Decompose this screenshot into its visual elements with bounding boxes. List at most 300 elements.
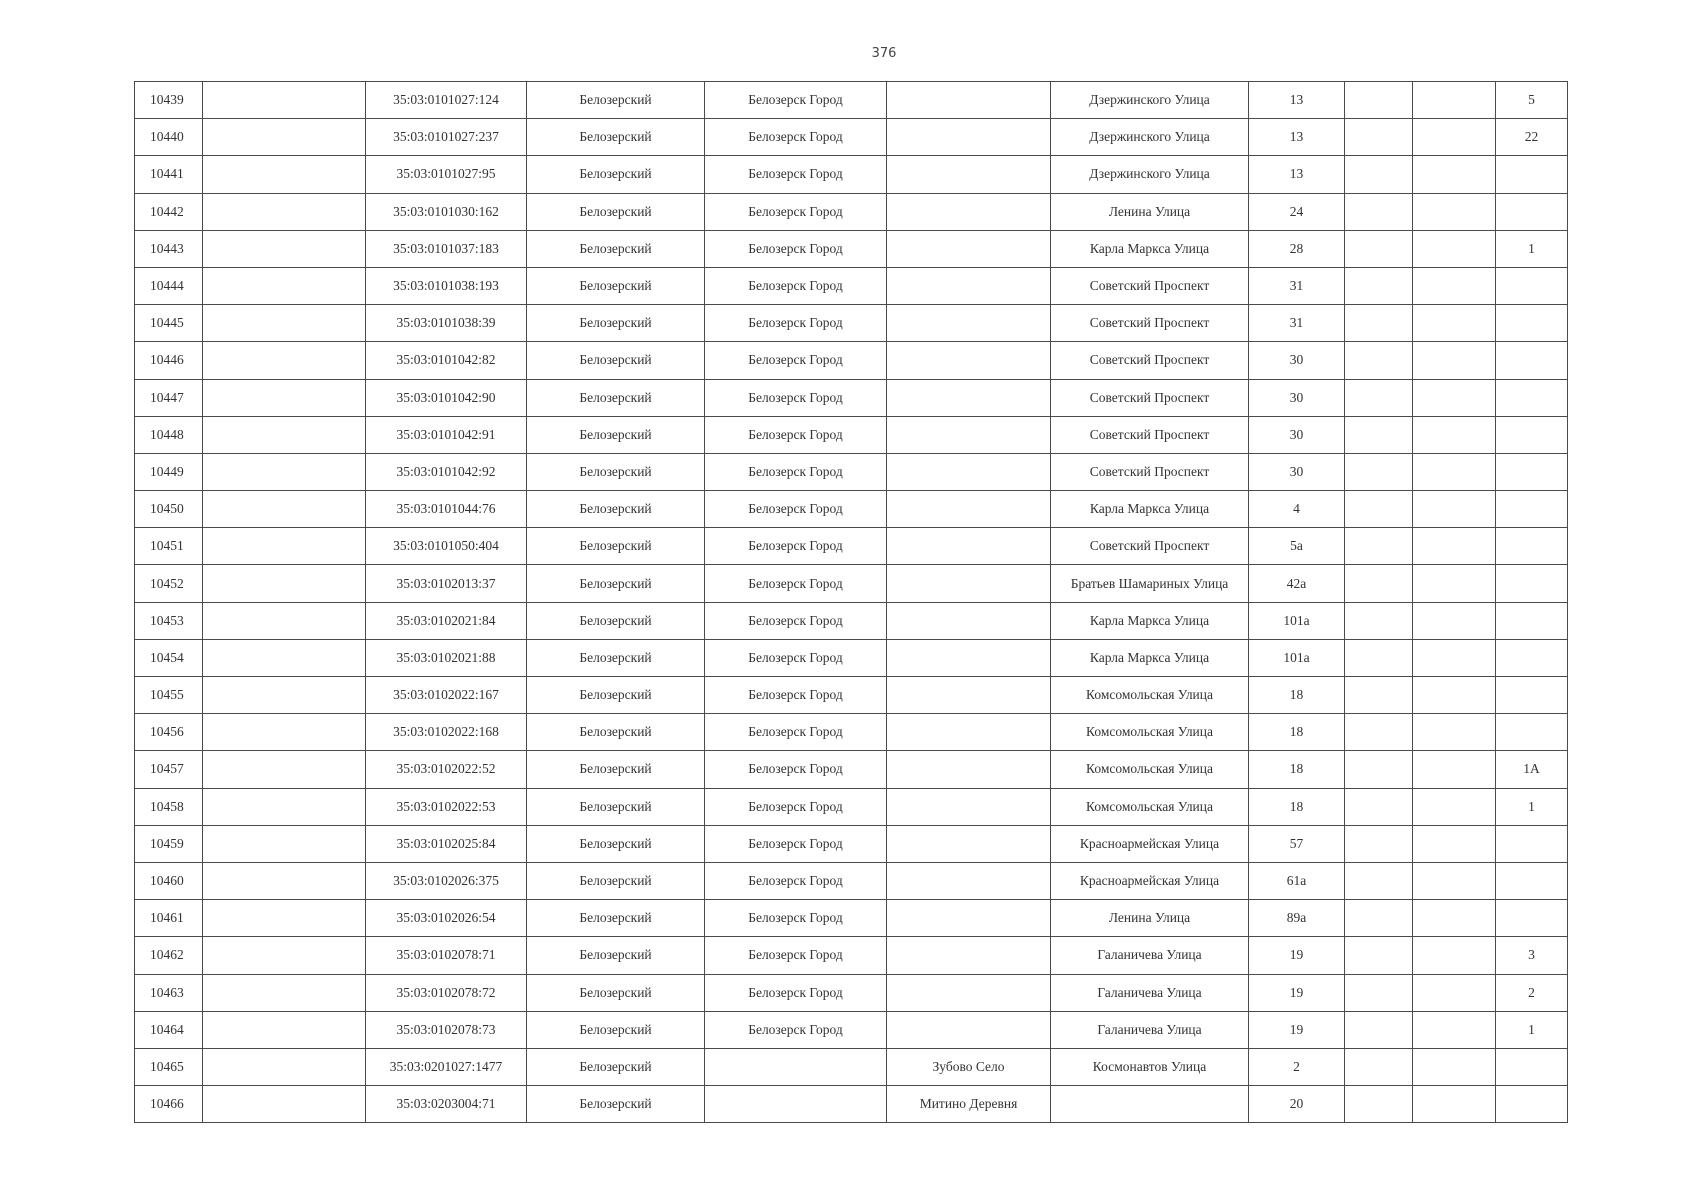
- table-row: [135, 267, 1568, 304]
- blank-cell: [1413, 565, 1496, 602]
- street-cell: Галаничева Улица: [1051, 937, 1249, 974]
- district-cell: Белозерский: [527, 1011, 705, 1048]
- row-number-cell: 10451: [135, 528, 203, 565]
- row-number-cell: 10452: [135, 565, 203, 602]
- blank-cell: [1413, 900, 1496, 937]
- street-cell: Советский Проспект: [1051, 305, 1249, 342]
- apartment-number-cell: [1496, 602, 1568, 639]
- settlement-cell: [887, 230, 1051, 267]
- district-cell: Белозерский: [527, 342, 705, 379]
- street-cell: Карла Маркса Улица: [1051, 491, 1249, 528]
- district-cell: Белозерский: [527, 416, 705, 453]
- street-cell: Советский Проспект: [1051, 342, 1249, 379]
- house-number-cell: 20: [1249, 1086, 1345, 1123]
- page-number: 376: [871, 46, 897, 61]
- settlement-cell: Митино Деревня: [887, 1086, 1051, 1123]
- blank-cell: [1413, 974, 1496, 1011]
- cadastral-number-cell: 35:03:0102026:54: [366, 900, 527, 937]
- house-number-cell: 30: [1249, 379, 1345, 416]
- district-cell: Белозерский: [527, 714, 705, 751]
- apartment-number-cell: 22: [1496, 119, 1568, 156]
- district-cell: Белозерский: [527, 862, 705, 899]
- apartment-number-cell: [1496, 900, 1568, 937]
- district-cell: Белозерский: [527, 1086, 705, 1123]
- row-number-cell: 10462: [135, 937, 203, 974]
- table-row: [135, 639, 1568, 676]
- row-number-cell: 10456: [135, 714, 203, 751]
- settlement-cell: [887, 305, 1051, 342]
- row-number-cell: 10450: [135, 491, 203, 528]
- blank-cell: [1345, 714, 1413, 751]
- blank-cell: [203, 602, 366, 639]
- blank-cell: [1413, 82, 1496, 119]
- house-number-cell: 30: [1249, 416, 1345, 453]
- blank-cell: [1345, 974, 1413, 1011]
- settlement-cell: [887, 937, 1051, 974]
- street-cell: Красноармейская Улица: [1051, 862, 1249, 899]
- settlement-cell: [887, 602, 1051, 639]
- row-number-cell: 10463: [135, 974, 203, 1011]
- cadastral-number-cell: 35:03:0102022:167: [366, 677, 527, 714]
- street-cell: Советский Проспект: [1051, 267, 1249, 304]
- table-row: [135, 825, 1568, 862]
- row-number-cell: 10439: [135, 82, 203, 119]
- city-cell: Белозерск Город: [705, 714, 887, 751]
- row-number-cell: 10444: [135, 267, 203, 304]
- blank-cell: [203, 1011, 366, 1048]
- blank-cell: [1345, 156, 1413, 193]
- apartment-number-cell: 1: [1496, 230, 1568, 267]
- city-cell: Белозерск Город: [705, 193, 887, 230]
- table-row: [135, 305, 1568, 342]
- apartment-number-cell: 2: [1496, 974, 1568, 1011]
- settlement-cell: [887, 267, 1051, 304]
- apartment-number-cell: [1496, 825, 1568, 862]
- settlement-cell: [887, 342, 1051, 379]
- table-row: [135, 788, 1568, 825]
- blank-cell: [203, 416, 366, 453]
- street-cell: Советский Проспект: [1051, 416, 1249, 453]
- street-cell: [1051, 1086, 1249, 1123]
- city-cell: Белозерск Город: [705, 528, 887, 565]
- settlement-cell: [887, 379, 1051, 416]
- blank-cell: [203, 453, 366, 490]
- cadastral-number-cell: 35:03:0101044:76: [366, 491, 527, 528]
- settlement-cell: [887, 714, 1051, 751]
- cadastral-number-cell: 35:03:0102025:84: [366, 825, 527, 862]
- blank-cell: [203, 267, 366, 304]
- blank-cell: [203, 379, 366, 416]
- blank-cell: [1413, 677, 1496, 714]
- blank-cell: [203, 677, 366, 714]
- blank-cell: [1413, 1011, 1496, 1048]
- cadastral-number-cell: 35:03:0102021:84: [366, 602, 527, 639]
- apartment-number-cell: [1496, 1086, 1568, 1123]
- district-cell: Белозерский: [527, 900, 705, 937]
- city-cell: Белозерск Город: [705, 230, 887, 267]
- blank-cell: [1413, 788, 1496, 825]
- cadastral-number-cell: 35:03:0102022:52: [366, 751, 527, 788]
- cadastral-number-cell: 35:03:0102078:73: [366, 1011, 527, 1048]
- blank-cell: [1345, 305, 1413, 342]
- blank-cell: [1345, 1011, 1413, 1048]
- cadastral-number-cell: 35:03:0102013:37: [366, 565, 527, 602]
- house-number-cell: 30: [1249, 342, 1345, 379]
- table-row: [135, 714, 1568, 751]
- district-cell: Белозерский: [527, 788, 705, 825]
- street-cell: Ленина Улица: [1051, 900, 1249, 937]
- district-cell: Белозерский: [527, 602, 705, 639]
- house-number-cell: 19: [1249, 937, 1345, 974]
- row-number-cell: 10454: [135, 639, 203, 676]
- house-number-cell: 13: [1249, 82, 1345, 119]
- cadastral-number-cell: 35:03:0101042:90: [366, 379, 527, 416]
- street-cell: Карла Маркса Улица: [1051, 602, 1249, 639]
- city-cell: Белозерск Город: [705, 156, 887, 193]
- house-number-cell: 101а: [1249, 639, 1345, 676]
- district-cell: Белозерский: [527, 974, 705, 1011]
- cadastral-number-cell: 35:03:0101030:162: [366, 193, 527, 230]
- house-number-cell: 30: [1249, 453, 1345, 490]
- street-cell: Карла Маркса Улица: [1051, 230, 1249, 267]
- blank-cell: [203, 714, 366, 751]
- apartment-number-cell: [1496, 267, 1568, 304]
- district-cell: Белозерский: [527, 305, 705, 342]
- street-cell: Советский Проспект: [1051, 453, 1249, 490]
- cadastral-number-cell: 35:03:0101027:95: [366, 156, 527, 193]
- blank-cell: [1345, 416, 1413, 453]
- table-row: [135, 416, 1568, 453]
- row-number-cell: 10464: [135, 1011, 203, 1048]
- blank-cell: [1345, 82, 1413, 119]
- house-number-cell: 19: [1249, 1011, 1345, 1048]
- district-cell: Белозерский: [527, 491, 705, 528]
- blank-cell: [203, 193, 366, 230]
- settlement-cell: [887, 193, 1051, 230]
- house-number-cell: 42а: [1249, 565, 1345, 602]
- city-cell: Белозерск Город: [705, 974, 887, 1011]
- table-body: [135, 82, 1568, 1123]
- table-row: [135, 82, 1568, 119]
- apartment-number-cell: 3: [1496, 937, 1568, 974]
- blank-cell: [203, 639, 366, 676]
- blank-cell: [1345, 788, 1413, 825]
- row-number-cell: 10457: [135, 751, 203, 788]
- apartment-number-cell: 5: [1496, 82, 1568, 119]
- city-cell: Белозерск Город: [705, 937, 887, 974]
- settlement-cell: [887, 900, 1051, 937]
- city-cell: Белозерск Город: [705, 305, 887, 342]
- apartment-number-cell: [1496, 453, 1568, 490]
- city-cell: Белозерск Город: [705, 565, 887, 602]
- blank-cell: [1345, 677, 1413, 714]
- settlement-cell: [887, 751, 1051, 788]
- street-cell: Ленина Улица: [1051, 193, 1249, 230]
- blank-cell: [1413, 602, 1496, 639]
- district-cell: Белозерский: [527, 1048, 705, 1085]
- blank-cell: [1345, 379, 1413, 416]
- district-cell: Белозерский: [527, 825, 705, 862]
- city-cell: Белозерск Город: [705, 416, 887, 453]
- city-cell: Белозерск Город: [705, 602, 887, 639]
- settlement-cell: [887, 862, 1051, 899]
- settlement-cell: [887, 491, 1051, 528]
- district-cell: Белозерский: [527, 565, 705, 602]
- blank-cell: [203, 1086, 366, 1123]
- cadastral-number-cell: 35:03:0101027:124: [366, 82, 527, 119]
- blank-cell: [203, 974, 366, 1011]
- street-cell: Советский Проспект: [1051, 379, 1249, 416]
- row-number-cell: 10465: [135, 1048, 203, 1085]
- blank-cell: [1413, 714, 1496, 751]
- blank-cell: [1413, 639, 1496, 676]
- table-row: [135, 974, 1568, 1011]
- table-row: [135, 528, 1568, 565]
- blank-cell: [203, 900, 366, 937]
- blank-cell: [1413, 751, 1496, 788]
- blank-cell: [1345, 528, 1413, 565]
- blank-cell: [1413, 416, 1496, 453]
- city-cell: Белозерск Город: [705, 900, 887, 937]
- city-cell: Белозерск Город: [705, 379, 887, 416]
- blank-cell: [1345, 453, 1413, 490]
- street-cell: Галаничева Улица: [1051, 974, 1249, 1011]
- table-row: [135, 119, 1568, 156]
- city-cell: Белозерск Город: [705, 862, 887, 899]
- apartment-number-cell: [1496, 528, 1568, 565]
- street-cell: Красноармейская Улица: [1051, 825, 1249, 862]
- house-number-cell: 28: [1249, 230, 1345, 267]
- blank-cell: [203, 82, 366, 119]
- cadastral-number-cell: 35:03:0102021:88: [366, 639, 527, 676]
- district-cell: Белозерский: [527, 193, 705, 230]
- district-cell: Белозерский: [527, 528, 705, 565]
- table-row: [135, 677, 1568, 714]
- house-number-cell: 18: [1249, 751, 1345, 788]
- city-cell: Белозерск Город: [705, 1011, 887, 1048]
- settlement-cell: [887, 453, 1051, 490]
- house-number-cell: 18: [1249, 788, 1345, 825]
- row-number-cell: 10458: [135, 788, 203, 825]
- row-number-cell: 10441: [135, 156, 203, 193]
- apartment-number-cell: [1496, 714, 1568, 751]
- blank-cell: [203, 342, 366, 379]
- table-row: [135, 862, 1568, 899]
- house-number-cell: 57: [1249, 825, 1345, 862]
- city-cell: Белозерск Город: [705, 639, 887, 676]
- row-number-cell: 10455: [135, 677, 203, 714]
- blank-cell: [1413, 453, 1496, 490]
- apartment-number-cell: [1496, 379, 1568, 416]
- registry-table: [134, 81, 1568, 1123]
- table-row: [135, 491, 1568, 528]
- settlement-cell: [887, 825, 1051, 862]
- house-number-cell: 5а: [1249, 528, 1345, 565]
- cadastral-number-cell: 35:03:0101038:39: [366, 305, 527, 342]
- cadastral-number-cell: 35:03:0102022:168: [366, 714, 527, 751]
- house-number-cell: 13: [1249, 156, 1345, 193]
- apartment-number-cell: [1496, 156, 1568, 193]
- blank-cell: [1413, 379, 1496, 416]
- apartment-number-cell: [1496, 305, 1568, 342]
- district-cell: Белозерский: [527, 937, 705, 974]
- settlement-cell: [887, 974, 1051, 1011]
- settlement-cell: Зубово Село: [887, 1048, 1051, 1085]
- blank-cell: [1345, 937, 1413, 974]
- street-cell: Братьев Шамариных Улица: [1051, 565, 1249, 602]
- district-cell: Белозерский: [527, 453, 705, 490]
- street-cell: Дзержинского Улица: [1051, 82, 1249, 119]
- settlement-cell: [887, 528, 1051, 565]
- city-cell: [705, 1048, 887, 1085]
- blank-cell: [1345, 900, 1413, 937]
- row-number-cell: 10446: [135, 342, 203, 379]
- table-row: [135, 602, 1568, 639]
- apartment-number-cell: [1496, 1048, 1568, 1085]
- district-cell: Белозерский: [527, 751, 705, 788]
- table-row: [135, 937, 1568, 974]
- settlement-cell: [887, 1011, 1051, 1048]
- row-number-cell: 10448: [135, 416, 203, 453]
- cadastral-number-cell: 35:03:0101042:92: [366, 453, 527, 490]
- city-cell: Белозерск Город: [705, 751, 887, 788]
- blank-cell: [203, 491, 366, 528]
- blank-cell: [1413, 528, 1496, 565]
- blank-cell: [203, 825, 366, 862]
- city-cell: Белозерск Город: [705, 677, 887, 714]
- apartment-number-cell: 1А: [1496, 751, 1568, 788]
- blank-cell: [1413, 305, 1496, 342]
- blank-cell: [1413, 156, 1496, 193]
- house-number-cell: 13: [1249, 119, 1345, 156]
- blank-cell: [203, 788, 366, 825]
- street-cell: Карла Маркса Улица: [1051, 639, 1249, 676]
- settlement-cell: [887, 416, 1051, 453]
- house-number-cell: 24: [1249, 193, 1345, 230]
- settlement-cell: [887, 788, 1051, 825]
- cadastral-number-cell: 35:03:0101042:82: [366, 342, 527, 379]
- blank-cell: [1413, 342, 1496, 379]
- street-cell: Советский Проспект: [1051, 528, 1249, 565]
- blank-cell: [203, 305, 366, 342]
- blank-cell: [1345, 862, 1413, 899]
- apartment-number-cell: [1496, 565, 1568, 602]
- apartment-number-cell: [1496, 491, 1568, 528]
- apartment-number-cell: [1496, 416, 1568, 453]
- table-row: [135, 1011, 1568, 1048]
- blank-cell: [1345, 491, 1413, 528]
- row-number-cell: 10466: [135, 1086, 203, 1123]
- table-row: [135, 342, 1568, 379]
- district-cell: Белозерский: [527, 267, 705, 304]
- blank-cell: [1413, 193, 1496, 230]
- blank-cell: [1413, 825, 1496, 862]
- city-cell: Белозерск Город: [705, 788, 887, 825]
- blank-cell: [203, 1048, 366, 1085]
- apartment-number-cell: 1: [1496, 788, 1568, 825]
- house-number-cell: 19: [1249, 974, 1345, 1011]
- apartment-number-cell: [1496, 639, 1568, 676]
- blank-cell: [203, 230, 366, 267]
- apartment-number-cell: 1: [1496, 1011, 1568, 1048]
- row-number-cell: 10461: [135, 900, 203, 937]
- table-row: [135, 1086, 1568, 1123]
- row-number-cell: 10440: [135, 119, 203, 156]
- house-number-cell: 18: [1249, 714, 1345, 751]
- blank-cell: [1345, 193, 1413, 230]
- city-cell: [705, 1086, 887, 1123]
- district-cell: Белозерский: [527, 379, 705, 416]
- table-row: [135, 193, 1568, 230]
- house-number-cell: 31: [1249, 305, 1345, 342]
- settlement-cell: [887, 677, 1051, 714]
- district-cell: Белозерский: [527, 82, 705, 119]
- cadastral-number-cell: 35:03:0101038:193: [366, 267, 527, 304]
- city-cell: Белозерск Город: [705, 825, 887, 862]
- house-number-cell: 61а: [1249, 862, 1345, 899]
- table-row: [135, 379, 1568, 416]
- blank-cell: [1345, 342, 1413, 379]
- table-row: [135, 453, 1568, 490]
- house-number-cell: 101а: [1249, 602, 1345, 639]
- house-number-cell: 4: [1249, 491, 1345, 528]
- cadastral-number-cell: 35:03:0102026:375: [366, 862, 527, 899]
- row-number-cell: 10460: [135, 862, 203, 899]
- blank-cell: [1345, 639, 1413, 676]
- settlement-cell: [887, 82, 1051, 119]
- district-cell: Белозерский: [527, 639, 705, 676]
- cadastral-number-cell: 35:03:0102078:72: [366, 974, 527, 1011]
- blank-cell: [203, 751, 366, 788]
- blank-cell: [1413, 937, 1496, 974]
- district-cell: Белозерский: [527, 119, 705, 156]
- blank-cell: [1413, 119, 1496, 156]
- blank-cell: [1413, 230, 1496, 267]
- table-row: [135, 751, 1568, 788]
- blank-cell: [1345, 230, 1413, 267]
- blank-cell: [1345, 267, 1413, 304]
- house-number-cell: 2: [1249, 1048, 1345, 1085]
- blank-cell: [1413, 1086, 1496, 1123]
- blank-cell: [1345, 565, 1413, 602]
- table-row: [135, 156, 1568, 193]
- city-cell: Белозерск Город: [705, 267, 887, 304]
- city-cell: Белозерск Город: [705, 342, 887, 379]
- blank-cell: [1413, 267, 1496, 304]
- apartment-number-cell: [1496, 342, 1568, 379]
- street-cell: Дзержинского Улица: [1051, 156, 1249, 193]
- row-number-cell: 10449: [135, 453, 203, 490]
- blank-cell: [203, 937, 366, 974]
- cadastral-number-cell: 35:03:0101050:404: [366, 528, 527, 565]
- blank-cell: [1413, 491, 1496, 528]
- blank-cell: [203, 119, 366, 156]
- apartment-number-cell: [1496, 193, 1568, 230]
- cadastral-number-cell: 35:03:0101037:183: [366, 230, 527, 267]
- table-row: [135, 565, 1568, 602]
- blank-cell: [1413, 862, 1496, 899]
- row-number-cell: 10445: [135, 305, 203, 342]
- apartment-number-cell: [1496, 677, 1568, 714]
- row-number-cell: 10459: [135, 825, 203, 862]
- settlement-cell: [887, 565, 1051, 602]
- city-cell: Белозерск Город: [705, 119, 887, 156]
- table-row: [135, 1048, 1568, 1085]
- street-cell: Космонавтов Улица: [1051, 1048, 1249, 1085]
- street-cell: Комсомольская Улица: [1051, 677, 1249, 714]
- cadastral-number-cell: 35:03:0102022:53: [366, 788, 527, 825]
- house-number-cell: 18: [1249, 677, 1345, 714]
